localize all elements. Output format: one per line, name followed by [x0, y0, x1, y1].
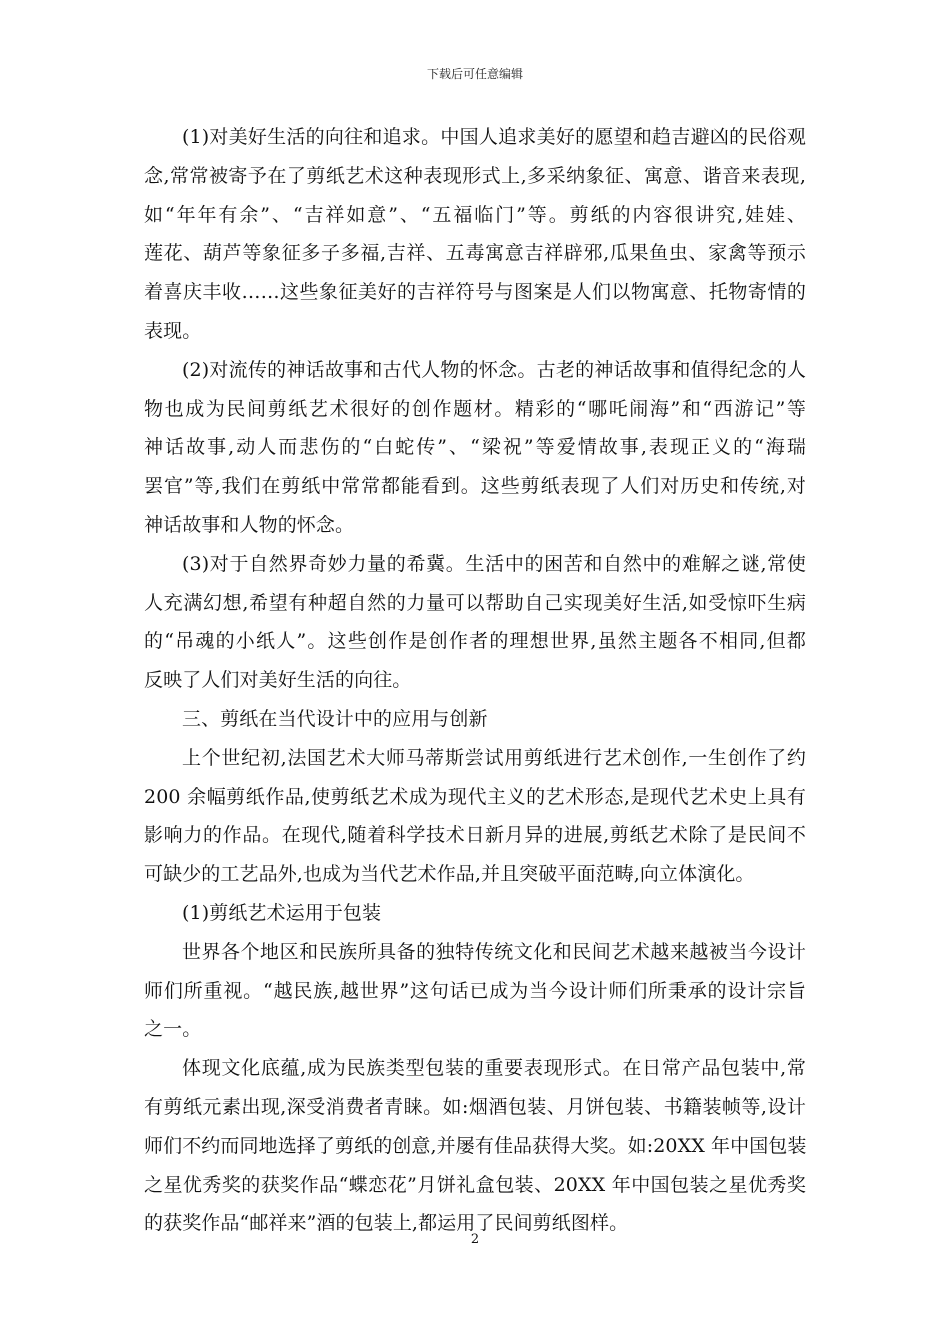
paragraph-line: 神话故事,动人而悲伤的“白蛇传”、“梁祝”等爱情故事,表现正义的“海瑞: [144, 436, 806, 459]
paragraph-line: (1)对美好生活的向往和追求。中国人追求美好的愿望和趋吉避凶的民俗观: [182, 126, 806, 148]
paragraph-line: (2)对流传的神话故事和古代人物的怀念。古老的神话故事和值得纪念的人: [182, 358, 806, 381]
paragraph: [144, 351, 806, 545]
paragraph-line: 上个世纪初,法国艺术大师马蒂斯尝试用剪纸进行艺术创作,一生创作了约: [182, 746, 806, 769]
paragraph-line: 念,常常被寄予在了剪纸艺术这种表现形式上,多采纳象征、寓意、谐音来表现,: [144, 164, 806, 187]
paragraph-line: 体现文化底蕴,成为民族类型包装的重要表现形式。在日常产品包装中,常: [182, 1057, 806, 1080]
paragraph-line: 如“年年有余”、“吉祥如意”、“五福临门”等。剪纸的内容很讲究,娃娃、: [144, 203, 806, 226]
paragraph-line: 罢官”等,我们在剪纸中常常都能看到。这些剪纸表现了人们对历史和传统,对: [144, 475, 806, 498]
paragraph-line: 的获奖作品“邮祥来”酒的包装上,都运用了民间剪纸图样。: [144, 1212, 629, 1235]
paragraph-line: 人充满幻想,希望有种超自然的力量可以帮助自己实现美好生活,如受惊吓生病: [144, 591, 806, 614]
paragraph: [144, 894, 806, 933]
paragraph: [144, 700, 806, 739]
paragraph-line: 世界各个地区和民族所具备的独特传统文化和民间艺术越来越被当今设计: [182, 940, 806, 963]
document-body: [144, 118, 806, 1243]
paragraph-line: 莲花、葫芦等象征多子多福,吉祥、五毒寓意吉祥辟邪,瓜果鱼虫、家禽等预示: [144, 242, 806, 265]
paragraph-line: 物也成为民间剪纸艺术很好的创作题材。精彩的“哪吒闹海”和“西游记”等: [144, 397, 806, 420]
paragraph-line: 有剪纸元素出现,深受消费者青睐。如:烟酒包装、月饼包装、书籍装帧等,设计: [144, 1095, 806, 1118]
paragraph-line: 着喜庆丰收……这些象征美好的吉祥符号与图案是人们以物寓意、托物寄情的: [144, 281, 806, 304]
paragraph: [144, 1049, 806, 1243]
paragraph: [144, 933, 806, 1049]
paragraph-line: (3)对于自然界奇妙力量的希冀。生活中的困苦和自然中的难解之谜,常使: [182, 552, 806, 575]
paragraph-line: 三、剪纸在当代设计中的应用与创新: [182, 707, 488, 730]
paragraph-line: 影响力的作品。在现代,随着科学技术日新月异的进展,剪纸艺术除了是民间不: [144, 824, 806, 847]
paragraph-line: 的“吊魂的小纸人”。这些创作是创作者的理想世界,虽然主题各不相同,但都: [144, 630, 806, 653]
paragraph-line: 可缺少的工艺品外,也成为当代艺术作品,并且突破平面范畴,向立体演化。: [144, 863, 755, 886]
paragraph: [144, 545, 806, 700]
paragraph-line: 之星优秀奖的获奖作品“蝶恋花”月饼礼盒包装、20XX 年中国包装之星优秀奖: [144, 1173, 806, 1196]
paragraph-line: 200 余幅剪纸作品,使剪纸艺术成为现代主义的艺术形态,是现代艺术史上具有: [144, 785, 806, 808]
paragraph-line: 反映了人们对美好生活的向往。: [144, 669, 412, 692]
paragraph-line: 之一。: [144, 1018, 202, 1041]
paragraph-line: 神话故事和人物的怀念。: [144, 513, 355, 536]
paragraph-line: 师们所重视。“越民族,越世界”这句话已成为当今设计师们所秉承的设计宗旨: [144, 979, 806, 1002]
paragraph-line: (1)剪纸艺术运用于包装: [182, 901, 382, 924]
paragraph-line: 表现。: [144, 319, 202, 342]
paragraph: [144, 118, 806, 351]
page-header: 下载后可任意编辑: [426, 67, 523, 81]
page-number: 2: [470, 1232, 480, 1247]
paragraph-line: 师们不约而同地选择了剪纸的创意,并屡有佳品获得大奖。如:20XX 年中国包装: [144, 1134, 807, 1157]
paragraph: [144, 739, 806, 894]
